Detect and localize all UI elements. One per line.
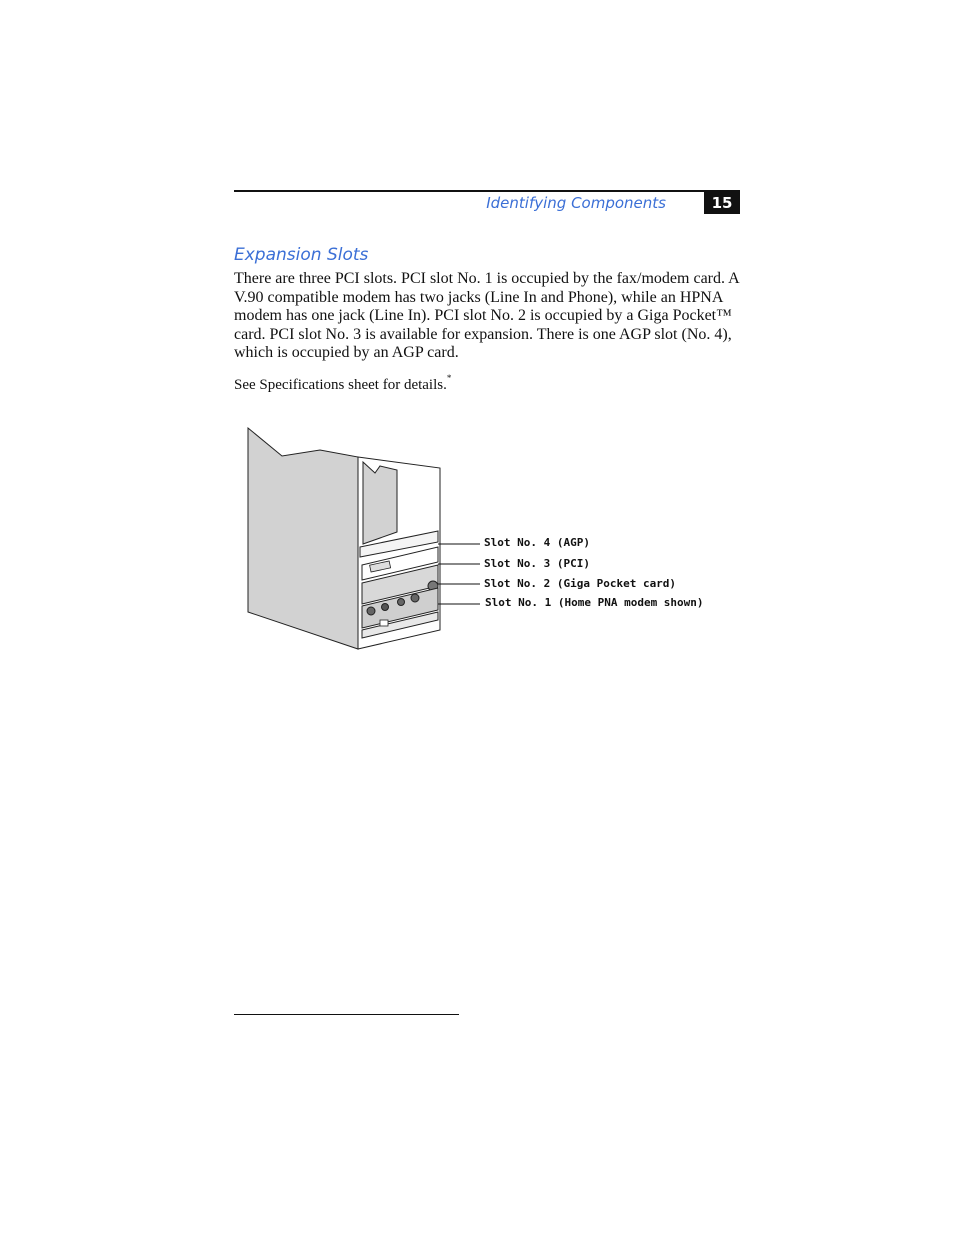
running-header-title: Identifying Components: [486, 194, 666, 212]
section-heading: Expansion Slots: [234, 245, 369, 265]
jack-3: [398, 599, 405, 606]
jack-2: [382, 604, 389, 611]
note-text: See Specifications sheet for details.: [234, 377, 447, 393]
specifications-note: [234, 373, 451, 394]
expansion-slots-figure: [240, 420, 480, 660]
jack-4: [411, 594, 419, 602]
callout-slot-4: Slot No. 4 (AGP): [484, 536, 590, 549]
chassis-side-panel: [248, 428, 358, 649]
fan-vent: [363, 462, 397, 544]
body-paragraph: There are three PCI slots. PCI slot No. 1 is occupied by the fax/modem card. A V.90 compatible modem has two jacks (Line In and Phone), while an HPNA modem has one jack (Line In). PCI slot No. 2 is occupied by a Giga Pocket™ card. PCI slot No. 3 is available for expansion. There is one AGP slot (No. 4), which is occupied by an AGP card.: [234, 270, 739, 362]
callout-slot-3: Slot No. 3 (PCI): [484, 557, 590, 570]
callout-slot-1: Slot No. 1 (Home PNA modem shown): [485, 596, 704, 609]
jack-1: [367, 607, 375, 615]
footnote-rule: [234, 1014, 459, 1015]
header-rule: [234, 190, 740, 192]
computer-rear-illustration: [240, 420, 480, 655]
callout-slot-2: Slot No. 2 (Giga Pocket card): [484, 577, 677, 590]
modem-jack: [380, 620, 388, 626]
page-number-badge: 15: [704, 192, 740, 214]
footnote-marker: *: [446, 373, 452, 383]
